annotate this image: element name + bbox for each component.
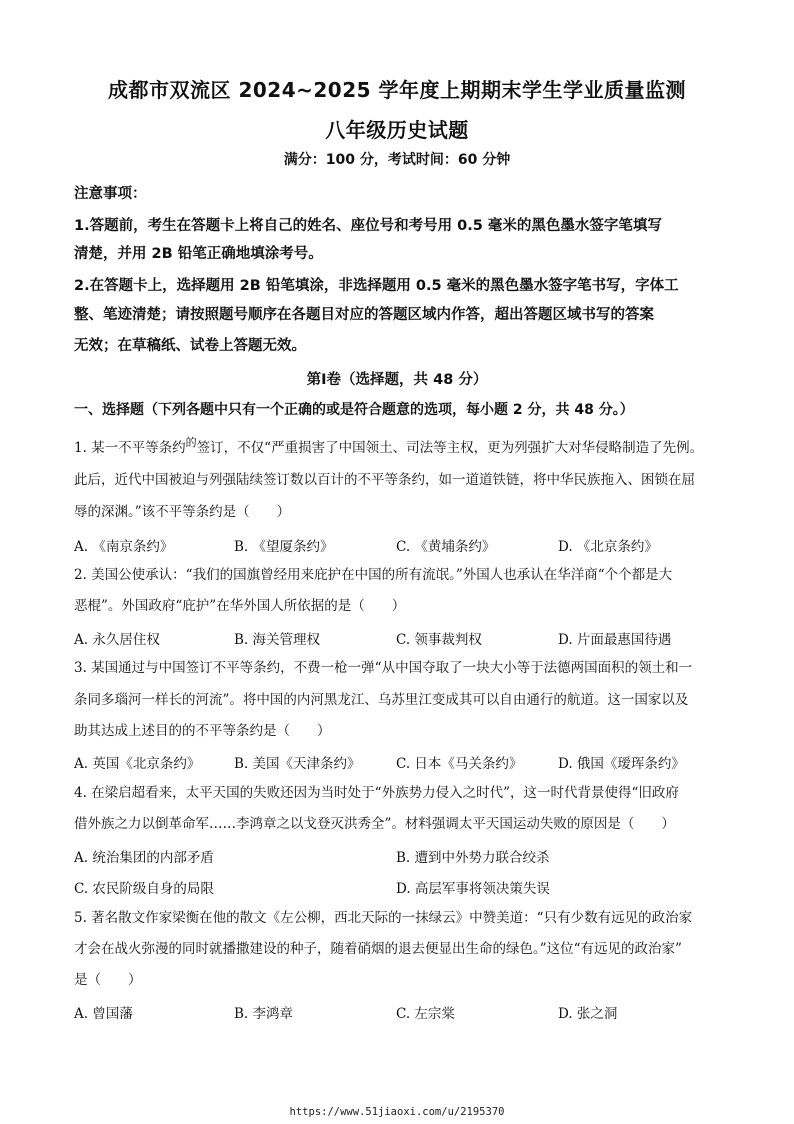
question-1-option-c[interactable]: C. 《黄埔条约》	[396, 539, 496, 555]
question-3-option-d[interactable]: D. 俄国《瑷珲条约》	[558, 756, 685, 772]
notice-line: 清楚，并用 2B 铅笔正确地填涂考号。	[74, 246, 323, 262]
question-3-option-c[interactable]: C. 日本《马关条约》	[396, 756, 523, 772]
question-1-line: 1. 某一不平等条约$^的$签订，不仅“严重损害了中国领土、司法等主权，更为列强扩大对华侵略制造了先例。	[74, 436, 704, 456]
question-5-line: 5. 著名散文作家梁衡在他的散文《左公柳，西北天际的一抹绿云》中赞美道：“只有少数有远见的政治家	[74, 910, 693, 926]
question-4-option-b[interactable]: B. 遭到中外势力联合绞杀	[396, 850, 550, 866]
question-5-option-b[interactable]: B. 李鸿章	[234, 1006, 294, 1022]
question-2-option-d[interactable]: D. 片面最惠国待遇	[558, 632, 672, 648]
question-3-line: 助其达成上述目的的不平等条约是（ ）	[74, 723, 331, 739]
volume-heading: 第Ⅰ卷（选择题，共 48 分）	[306, 372, 488, 388]
question-2-option-a[interactable]: A. 永久居住权	[74, 632, 160, 648]
question-5-option-a[interactable]: A. 曾国藩	[74, 1006, 133, 1022]
question-3-option-b[interactable]: B. 美国《天津条约》	[234, 756, 361, 772]
question-1-line: 此后，近代中国被迫与列强陆续签订数以百计的不平等条约，如一道道铁链，将中华民族拖入、困锁在屈	[74, 472, 695, 488]
exam-subtitle: 八年级历史试题	[325, 118, 469, 142]
notice-heading: 注意事项：	[74, 186, 147, 202]
question-5-line: 才会在战火弥漫的同时就播撒建设的种子，随着硝烟的退去便显出生命的绿色。”这位“有远见的政治家”	[74, 941, 682, 957]
question-3-option-a[interactable]: A. 英国《北京条约》	[74, 756, 201, 772]
question-2-line: 恶棍”。外国政府“庇护”在华外国人所依据的是（ ）	[74, 598, 406, 614]
question-3-line: 3. 某国通过与中国签订不平等条约，不费一枪一弹“从中国夺取了一块大小等于法德两国面积的领土和一	[74, 660, 693, 676]
notice-line: 1.答题前，考生在答题卡上将自己的姓名、座位号和考号用 0.5 毫米的黑色墨水签字笔填写	[74, 218, 662, 234]
question-1-option-b[interactable]: B. 《望厦条约》	[234, 539, 334, 555]
question-1-option-a[interactable]: A. 《南京条约》	[74, 539, 174, 555]
question-4-option-d[interactable]: D. 高层军事将领决策失误	[396, 881, 550, 897]
question-2-line: 2. 美国公使承认：“我们的国旗曾经用来庇护在中国的所有流氓。”外国人也承认在华洋商“个个都是大	[74, 567, 673, 583]
notice-line: 无效；在草稿纸、试卷上答题无效。	[74, 338, 306, 354]
question-4-line: 借外族之力以倒革命军……李鸿章之以戈登灭洪秀全”。材料强调太平天国运动失败的原因是（ ）	[74, 816, 675, 832]
question-2-option-b[interactable]: B. 海关管理权	[234, 632, 321, 648]
question-1-line: 辱的深渊。”该不平等条约是（ ）	[74, 504, 291, 520]
section-heading: 一、选择题（下列各题中只有一个正确的或是符合题意的选项，每小题 2 分，共 48 分。）	[74, 402, 634, 418]
question-1-option-d[interactable]: D. 《北京条约》	[558, 539, 658, 555]
question-5-option-c[interactable]: C. 左宗棠	[396, 1006, 455, 1022]
footer-url[interactable]: https://www.51jiaoxi.com/u/2195370	[289, 1106, 505, 1118]
question-2-option-c[interactable]: C. 领事裁判权	[396, 632, 482, 648]
question-4-line: 4. 在梁启超看来，太平天国的失败还因为当时处于“外族势力侵入之时代”，这一时代背景使得“旧政府	[74, 785, 679, 801]
question-4-option-a[interactable]: A. 统治集团的内部矛盾	[74, 850, 214, 866]
question-5-line: 是（ ）	[74, 972, 142, 988]
question-5-option-d[interactable]: D. 张之洞	[558, 1006, 618, 1022]
notice-line: 整、笔迹清楚；请按照题号顺序在各题目对应的答题区域内作答，超出答题区域书写的答案	[74, 307, 654, 323]
score-time: 满分：100 分，考试时间：60 分钟	[283, 152, 511, 168]
exam-title: 成都市双流区 2024~2025 学年度上期期末学生学业质量监测	[107, 78, 686, 102]
question-3-line: 条同多瑙河一样长的河流”。将中国的内河黑龙江、乌苏里江变成其可以自由通行的航道。这一国家以及	[74, 692, 689, 708]
notice-line: 2.在答题卡上，选择题用 2B 铅笔填涂，非选择题用 0.5 毫米的黑色墨水签字笔书写，字体工	[74, 278, 679, 294]
question-4-option-c[interactable]: C. 农民阶级自身的局限	[74, 881, 214, 897]
